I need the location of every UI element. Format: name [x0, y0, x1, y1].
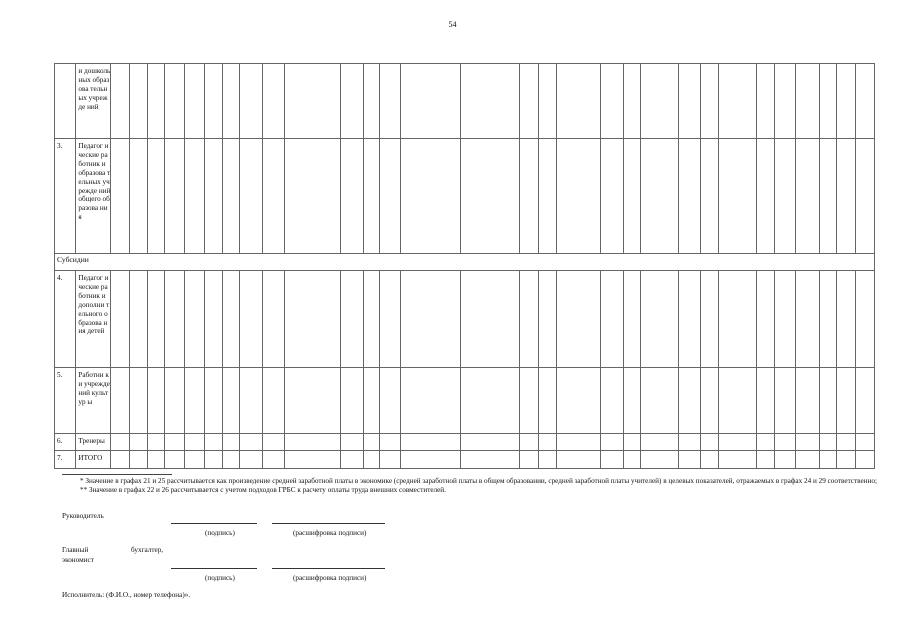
table-cell — [679, 434, 700, 451]
table-cell — [641, 451, 679, 469]
table-row-section-subsidies — [55, 254, 875, 271]
table-cell — [363, 368, 380, 434]
chief-label-3: экономист — [62, 556, 94, 564]
table-cell — [774, 64, 795, 139]
table-cell — [856, 271, 875, 368]
table-cell — [836, 64, 855, 139]
table-cell — [400, 64, 460, 139]
table-cell — [460, 271, 519, 368]
table-cell — [111, 451, 130, 469]
head-decode-caption: (расшифровка подписи) — [293, 529, 367, 537]
table-cell — [239, 271, 262, 368]
table-cell — [756, 451, 774, 469]
table-cell — [380, 64, 400, 139]
table-cell — [700, 64, 719, 139]
table-cell — [380, 271, 400, 368]
table-cell — [836, 451, 855, 469]
table-cell — [239, 451, 262, 469]
table-cell — [165, 139, 185, 254]
table-cell — [856, 368, 875, 434]
table-cell — [538, 271, 557, 368]
chief-signature-line — [171, 568, 257, 569]
table-cell — [795, 368, 819, 434]
table-cell — [165, 368, 185, 434]
table-cell — [223, 64, 240, 139]
table-cell — [756, 434, 774, 451]
table-row-4 — [55, 271, 875, 368]
table-cell — [774, 271, 795, 368]
table-cell — [719, 64, 757, 139]
table-cell — [601, 434, 623, 451]
table-row-7 — [55, 451, 875, 469]
table-cell — [700, 451, 719, 469]
table-cell — [679, 451, 700, 469]
table-cell — [679, 139, 700, 254]
table-cell — [400, 368, 460, 434]
table-cell — [601, 451, 623, 469]
table-cell — [400, 434, 460, 451]
table-cell — [795, 139, 819, 254]
table-cell — [185, 451, 204, 469]
head-decode-line — [272, 523, 385, 524]
table-cell — [700, 139, 719, 254]
table-cell — [239, 368, 262, 434]
table-cell — [538, 64, 557, 139]
table-cell — [836, 271, 855, 368]
footnote-rule — [62, 474, 172, 475]
table-cell — [836, 368, 855, 434]
table-cell — [679, 368, 700, 434]
table-cell — [284, 434, 340, 451]
table-cell — [820, 434, 837, 451]
table-cell — [129, 368, 148, 434]
chief-label-1: Главный — [62, 546, 89, 554]
footnote-1: * Значение в графах 21 и 25 рассчитывается как произведение средней заработной платы в экономике (средней заработной платы в общем образовании, средней заработной платы учителей) в целевых показателей, отражаемых в графах 24 и 29 соответственно; — [80, 477, 877, 485]
table-cell — [341, 139, 363, 254]
table-cell — [795, 434, 819, 451]
table-cell — [400, 451, 460, 469]
table-cell — [623, 64, 641, 139]
table-cell — [148, 451, 165, 469]
table-cell — [623, 451, 641, 469]
table-cell — [223, 368, 240, 434]
table-cell — [263, 139, 284, 254]
table-cell — [623, 271, 641, 368]
table-cell — [148, 64, 165, 139]
table-cell — [129, 139, 148, 254]
table-cell — [185, 139, 204, 254]
table-cell — [111, 271, 130, 368]
table-cell — [284, 368, 340, 434]
table-cell — [820, 451, 837, 469]
table-cell — [719, 451, 757, 469]
table-cell — [223, 451, 240, 469]
table-cell — [700, 434, 719, 451]
table-cell — [623, 139, 641, 254]
table-cell — [641, 434, 679, 451]
table-row-5 — [55, 368, 875, 434]
chief-signature-caption: (подпись) — [205, 574, 235, 582]
row-number: 3. — [55, 139, 76, 254]
table-cell — [460, 139, 519, 254]
table-cell — [756, 368, 774, 434]
table-cell — [223, 139, 240, 254]
table-cell — [380, 139, 400, 254]
table-cell — [557, 451, 601, 469]
row-number: 6. — [55, 434, 76, 451]
table-cell — [795, 64, 819, 139]
table-cell — [185, 368, 204, 434]
table-cell — [165, 271, 185, 368]
table-cell — [380, 434, 400, 451]
row-name: Педагог ические работник и образова тельных учрежде ний общего образова ния — [76, 139, 111, 254]
table-cell — [148, 434, 165, 451]
table-cell — [204, 271, 223, 368]
table-cell — [284, 64, 340, 139]
table-cell — [111, 139, 130, 254]
table-cell — [774, 434, 795, 451]
table-cell — [520, 139, 539, 254]
table-cell — [165, 434, 185, 451]
table-cell — [623, 434, 641, 451]
table-cell — [239, 434, 262, 451]
table-cell — [129, 271, 148, 368]
table-cell — [263, 451, 284, 469]
table-cell — [820, 139, 837, 254]
table-cell — [795, 451, 819, 469]
table-cell — [774, 139, 795, 254]
table-cell — [719, 368, 757, 434]
table-cell — [165, 451, 185, 469]
table-cell — [557, 434, 601, 451]
table-cell — [341, 434, 363, 451]
table-cell — [341, 64, 363, 139]
table-cell — [263, 434, 284, 451]
table-cell — [111, 434, 130, 451]
table-cell — [223, 271, 240, 368]
table-cell — [129, 451, 148, 469]
table-cell — [380, 368, 400, 434]
table-cell — [185, 271, 204, 368]
table-cell — [223, 434, 240, 451]
table-cell — [700, 271, 719, 368]
table-cell — [148, 139, 165, 254]
table-cell — [460, 64, 519, 139]
table-cell — [719, 271, 757, 368]
table-cell — [641, 139, 679, 254]
table-cell — [856, 64, 875, 139]
row-number — [55, 64, 76, 139]
table-cell — [836, 434, 855, 451]
table-cell — [185, 434, 204, 451]
row-number: 5. — [55, 368, 76, 434]
table-cell — [601, 368, 623, 434]
table-cell — [756, 139, 774, 254]
table-cell — [601, 139, 623, 254]
table-cell — [185, 64, 204, 139]
table-cell — [204, 451, 223, 469]
section-label-subsidies: Субсидии — [55, 254, 875, 271]
row-name: ИТОГО — [76, 451, 111, 469]
table-cell — [400, 139, 460, 254]
table-cell — [204, 64, 223, 139]
table-cell — [363, 451, 380, 469]
table-cell — [520, 368, 539, 434]
head-label: Руководитель — [62, 512, 104, 520]
table-cell — [460, 434, 519, 451]
report-table — [54, 63, 875, 469]
table-cell — [836, 139, 855, 254]
table-cell — [263, 64, 284, 139]
table-cell — [601, 64, 623, 139]
table-cell — [148, 271, 165, 368]
footnotes — [62, 474, 882, 495]
table-cell — [363, 64, 380, 139]
table-cell — [820, 368, 837, 434]
row-name: Тренеры — [76, 434, 111, 451]
table-cell — [380, 451, 400, 469]
table-cell — [756, 64, 774, 139]
table-cell — [538, 139, 557, 254]
table-cell — [700, 368, 719, 434]
table-cell — [795, 271, 819, 368]
row-name: Работни ки учрежде ний культур ы — [76, 368, 111, 434]
chief-decode-caption: (расшифровка подписи) — [293, 574, 367, 582]
table-cell — [538, 451, 557, 469]
table-cell — [557, 139, 601, 254]
table-cell — [129, 434, 148, 451]
chief-label-2: бухгалтер, — [131, 546, 164, 554]
head-signature-caption: (подпись) — [205, 529, 235, 537]
row-name: и дошколь ных образова тельных учрежде ний — [76, 64, 111, 139]
table-cell — [756, 271, 774, 368]
table-cell — [363, 434, 380, 451]
table-cell — [111, 368, 130, 434]
table-cell — [363, 271, 380, 368]
table-cell — [263, 368, 284, 434]
table-cell — [679, 64, 700, 139]
table-cell — [557, 64, 601, 139]
row-name: Педагог ические работник и дополни тельного образова ния детей — [76, 271, 111, 368]
table-cell — [204, 139, 223, 254]
table-cell — [400, 271, 460, 368]
table-cell — [623, 368, 641, 434]
table-row-continuation — [55, 64, 875, 139]
table-cell — [601, 271, 623, 368]
table-cell — [341, 271, 363, 368]
table-cell — [284, 139, 340, 254]
table-cell — [719, 139, 757, 254]
table-cell — [641, 271, 679, 368]
footnote-2: ** Значение в графах 22 и 26 рассчитывается с учетом подходов ГРБС к расчету оплаты труда внешних совместителей. — [80, 486, 446, 494]
table-row-3 — [55, 139, 875, 254]
table-cell — [538, 434, 557, 451]
table-cell — [719, 434, 757, 451]
table-cell — [520, 451, 539, 469]
table-cell — [284, 451, 340, 469]
table-cell — [856, 139, 875, 254]
table-cell — [520, 434, 539, 451]
table-cell — [111, 64, 130, 139]
table-cell — [820, 64, 837, 139]
table-cell — [520, 64, 539, 139]
table-cell — [641, 368, 679, 434]
table-cell — [557, 271, 601, 368]
table-cell — [520, 271, 539, 368]
table-cell — [856, 434, 875, 451]
table-row-6 — [55, 434, 875, 451]
table-cell — [284, 271, 340, 368]
table-cell — [774, 451, 795, 469]
table-cell — [129, 64, 148, 139]
executor-line: Исполнитель: (Ф.И.О., номер телефона)». — [62, 591, 191, 599]
row-number: 4. — [55, 271, 76, 368]
table-cell — [204, 434, 223, 451]
table-cell — [460, 368, 519, 434]
table-cell — [341, 368, 363, 434]
table-cell — [263, 271, 284, 368]
table-cell — [774, 368, 795, 434]
table-cell — [165, 64, 185, 139]
table-cell — [239, 139, 262, 254]
table-cell — [204, 368, 223, 434]
head-signature-line — [171, 523, 257, 524]
table-cell — [148, 368, 165, 434]
table-cell — [538, 368, 557, 434]
table-cell — [679, 271, 700, 368]
table-cell — [641, 64, 679, 139]
table-cell — [341, 451, 363, 469]
table-cell — [239, 64, 262, 139]
table-cell — [460, 451, 519, 469]
row-number: 7. — [55, 451, 76, 469]
table-cell — [557, 368, 601, 434]
page-number: 54 — [448, 20, 457, 29]
chief-decode-line — [272, 568, 385, 569]
table-cell — [856, 451, 875, 469]
table-cell — [820, 271, 837, 368]
table-cell — [363, 139, 380, 254]
